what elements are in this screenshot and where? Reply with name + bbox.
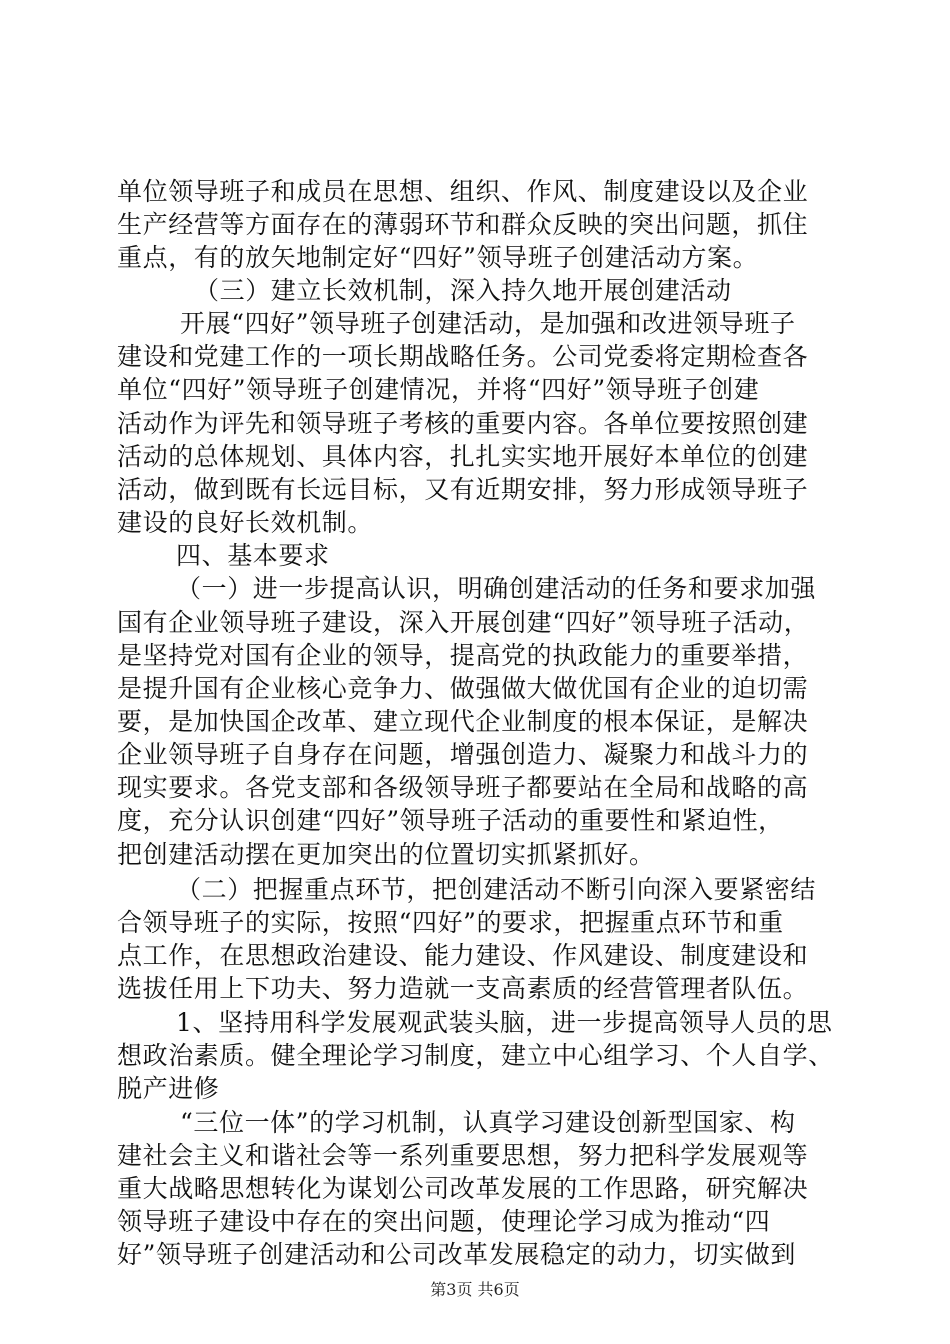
text-line: 要，是加快国企改革、建立现代企业制度的根本保证，是解决 xyxy=(117,707,809,736)
text-line: 企业领导班子自身存在问题，增强创造力、凝聚力和战斗力的 xyxy=(117,740,809,769)
text-line: 重点，有的放矢地制定好“四好”领导班子创建活动方案。 xyxy=(117,243,759,272)
text-line: 活动，做到既有长远目标，又有近期安排，努力形成领导班子 xyxy=(117,475,809,504)
text-line: 现实要求。各党支部和各级领导班子都要站在全局和战略的高 xyxy=(117,773,809,802)
text-line: （三）建立长效机制，深入持久地开展创建活动 xyxy=(194,276,732,305)
text-line: 单位“四好”领导班子创建情况，并将“四好”领导班子创建 xyxy=(117,375,760,404)
text-line: 度，充分认识创建“四好”领导班子活动的重要性和紧迫性， xyxy=(117,806,784,835)
text-line: 1、坚持用科学发展观武装头脑，进一步提高领导人员的思 xyxy=(176,1008,833,1037)
text-line: 建设和党建工作的一项长期战略任务。公司党委将定期检查各 xyxy=(117,342,809,371)
text-line: 建社会主义和谐社会等一系列重要思想，努力把科学发展观等 xyxy=(117,1141,809,1170)
text-line: 开展“四好”领导班子创建活动，是加强和改进领导班子 xyxy=(180,309,796,338)
text-line: 合领导班子的实际，按照“四好”的要求，把握重点环节和重 xyxy=(117,908,784,937)
text-line: 好”领导班子创建活动和公司改革发展稳定的动力，切实做到 xyxy=(117,1240,796,1269)
text-line: 领导班子建设中存在的突出问题，使理论学习成为推动“四 xyxy=(117,1207,771,1236)
page-footer: 第3页 共6页 xyxy=(430,1280,520,1299)
text-line: 生产经营等方面存在的薄弱环节和群众反映的突出问题，抓住 xyxy=(117,210,809,239)
text-line: 国有企业领导班子建设，深入开展创建“四好”领导班子活动， xyxy=(117,608,810,637)
text-line: （一）进一步提高认识，明确创建活动的任务和要求加强 xyxy=(176,574,817,603)
text-line: 四、基本要求 xyxy=(176,541,330,570)
text-line: 活动作为评先和领导班子考核的重要内容。各单位要按照创建 xyxy=(117,409,809,438)
text-line: 想政治素质。健全理论学习制度，建立中心组学习、个人自学、 xyxy=(117,1041,834,1070)
text-line: 重大战略思想转化为谋划公司改革发展的工作思路，研究解决 xyxy=(117,1174,809,1203)
text-line: 选拔任用上下功夫、努力造就一支高素质的经营管理者队伍。 xyxy=(117,974,809,1003)
text-line: 是提升国有企业核心竞争力、做强做大做优国有企业的迫切需 xyxy=(117,674,809,703)
text-line: 把创建活动摆在更加突出的位置切实抓紧抓好。 xyxy=(117,840,655,869)
text-line: 建设的良好长效机制。 xyxy=(117,508,374,537)
text-line: 点工作，在思想政治建设、能力建设、作风建设、制度建设和 xyxy=(117,941,809,970)
text-line: 是坚持党对国有企业的领导，提高党的执政能力的重要举措， xyxy=(117,641,809,670)
text-line: （二）把握重点环节，把创建活动不断引向深入要紧密结 xyxy=(176,875,817,904)
text-line: 单位领导班子和成员在思想、组织、作风、制度建设以及企业 xyxy=(117,177,809,206)
text-line: 脱产进修 xyxy=(117,1074,220,1103)
text-line: 活动的总体规划、具体内容，扎扎实实地开展好本单位的创建 xyxy=(117,442,809,471)
text-line: “三位一体”的学习机制，认真学习建设创新型国家、构 xyxy=(180,1108,796,1137)
